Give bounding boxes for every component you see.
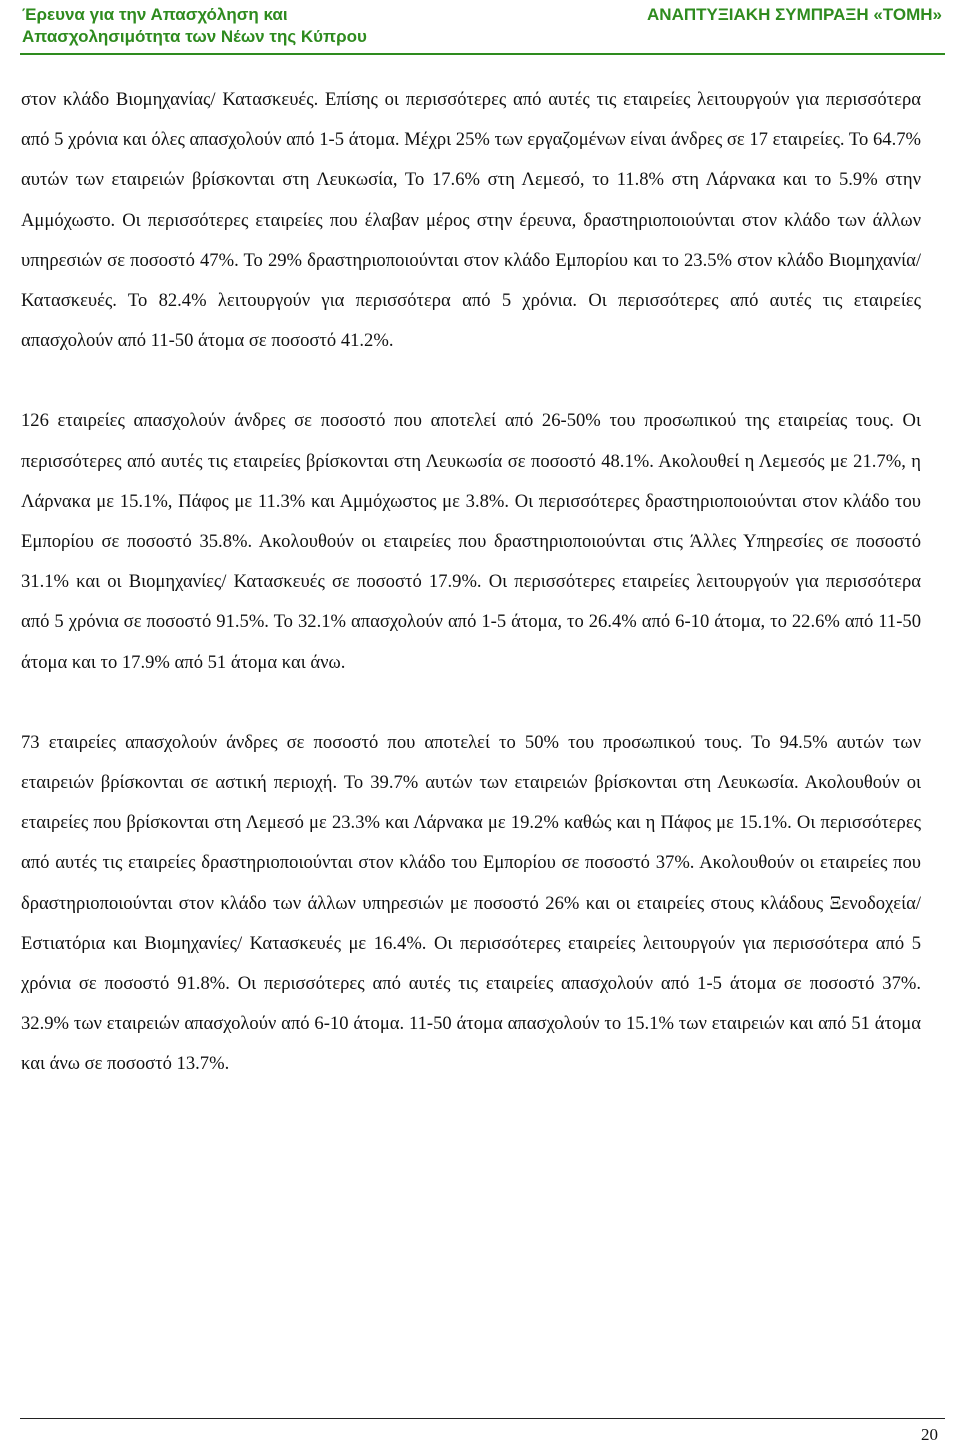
document-title-line1: Έρευνα για την Απασχόληση και bbox=[22, 5, 288, 24]
paragraph-1: στον κλάδο Βιομηχανίας/ Κατασκευές. Επίσης οι περισσότερες από αυτές τις εταιρείες λειτουργούν για περισσότερα από 5 χρόνια και όλες απασχολούν από 1-5 άτομα. Μέχρι 25% των εργαζομένων είναι άνδρες σε 17 εταιρείες. Το 64.7% αυτών των εταιρειών βρίσκονται στη Λευκωσία, Το 17.6% στη Λεμεσό, το 11.8% στη Λάρνακα και το 5.9% στην Αμμόχωστο. Οι περισσότερες εταιρείες που έλαβαν μέρος στην έρευνα, δραστηριοποιούνται στον κλάδο των άλλων υπηρεσιών σε ποσοστό 47%. Το 29% δραστηριοποιούνται στον κλάδο Εμπορίου και το 23.5% στον κλάδο Βιομηχανία/ Κατασκευές. Το 82.4% λειτουργούν για περισσότερα από 5 χρόνια. Οι περισσότερες από αυτές τις εταιρείες απασχολούν από 11-50 άτομα σε ποσοστό 41.2%. bbox=[21, 89, 921, 352]
organization-name: ΑΝΑΠΤΥΞΙΑΚΗ ΣΥΜΠΡΑΞΗ «ΤΟΜΗ» bbox=[647, 5, 942, 24]
paragraph-2: 126 εταιρείες απασχολούν άνδρες σε ποσοστό που αποτελεί από 26-50% του προσωπικού της εταιρείας τους. Οι περισσότερες από αυτές τις εταιρείες βρίσκονται στη Λευκωσία σε ποσοστό 48.1%. Ακολουθεί η Λεμεσός με 21.7%, η Λάρνακα με 15.1%, Πάφος με 11.3% και Αμμόχωστος με 3.8%. Οι περισσότερες δραστηριοποιούνται στον κλάδο του Εμπορίου σε ποσοστό 35.8%. Ακολουθούν οι εταιρείες που δραστηριοποιούνται στις Άλλες Υπηρεσίες σε ποσοστό 31.1% και οι Βιομηχανίες/ Κατασκευές σε ποσοστό 17.9%. Οι περισσότερες εταιρείες λειτουργούν για περισσότερα από 5 χρόνια σε ποσοστό 91.5%. Το 32.1% απασχολούν από 1-5 άτομα, το 26.4% από 6-10 άτομα, το 22.6% από 11-50 άτομα και το 17.9% από 51 άτομα και άνω. bbox=[21, 410, 921, 673]
document-title-line2: Απασχολησιμότητα των Νέων της Κύπρου bbox=[22, 27, 367, 46]
footer-divider bbox=[20, 1418, 945, 1419]
page-header bbox=[0, 0, 960, 54]
header-divider bbox=[20, 53, 945, 55]
paragraph-3: 73 εταιρείες απασχολούν άνδρες σε ποσοστό που αποτελεί το 50% του προσωπικού τους. Το 94.5% αυτών των εταιρειών βρίσκονται σε αστική περιοχή. Το 39.7% αυτών των εταιρειών βρίσκονται στη Λευκωσία. Ακολουθούν οι εταιρείες που βρίσκονται στη Λεμεσό με 23.3% και Λάρνακα με 19.2% καθώς και η Πάφος με 15.1%. Οι περισσότερες από αυτές τις εταιρείες δραστηριοποιούνται στον κλάδο του Εμπορίου σε ποσοστό 37%. Ακολουθούν οι εταιρείες που δραστηριοποιούνται στον κλάδο των άλλων υπηρεσιών με ποσοστό 26% και οι εταιρείες στους κλάδους Ξενοδοχεία/ Εστιατόρια και Βιομηχανίες/ Κατασκευές με 16.4%. Οι περισσότερες εταιρείες λειτουργούν για περισσότερα από 5 χρόνια σε ποσοστό 91.8%. Οι περισσότερες από αυτές τις εταιρείες απασχολούν από 1-5 άτομα σε ποσοστό 37%. 32.9% των εταιρειών απασχολούν από 6-10 άτομα. 11-50 άτομα απασχολούν το 15.1% των εταιρειών και από 51 άτομα και άνω σε ποσοστό 13.7%. bbox=[21, 731, 921, 1075]
document-title bbox=[22, 4, 367, 48]
document-body bbox=[21, 80, 921, 1085]
page-number: 20 bbox=[921, 1425, 938, 1444]
